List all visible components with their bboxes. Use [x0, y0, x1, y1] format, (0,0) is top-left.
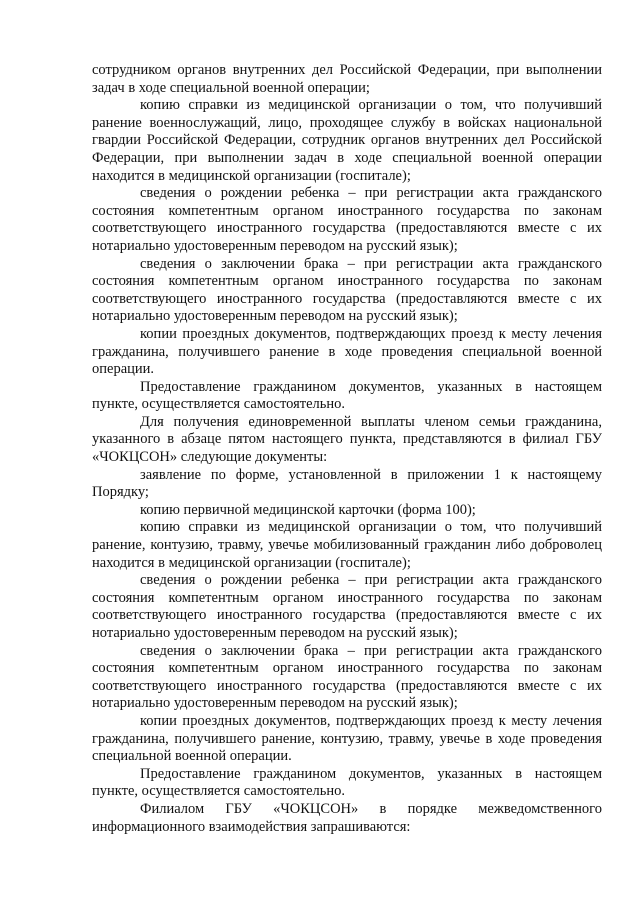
paragraph-13: копии проездных документов, подтверждающих проезд к месту лечения гражданина, получившего ранение, контузию, травму, увечье в ходе проведения специальной военной операции. [92, 712, 602, 765]
paragraph-4: сведения о заключении брака – при регистрации акта гражданского состояния компетентным органом иностранного государства по законам соответствующего иностранного государства (предоставляются вместе с их нотариально удостоверенным переводом на русский язык); [92, 255, 602, 325]
paragraph-5: копии проездных документов, подтверждающих проезд к месту лечения гражданина, получившего ранение в ходе проведения специальной военной операции. [92, 325, 602, 378]
paragraph-10: копию справки из медицинской организации о том, что получивший ранение, контузию, травму, увечье мобилизованный гражданин либо доброволец находится в медицинской организации (госпитале); [92, 519, 602, 571]
paragraph-14: Предоставление гражданином документов, указанных в настоящем пункте, осуществляется самостоятельно. [92, 765, 602, 800]
paragraph-8: заявление по форме, установленной в приложении 1 к настоящему Порядку; [92, 466, 602, 501]
paragraph-7: Для получения единовременной выплаты членом семьи гражданина, указанного в абзаце пятом настоящего пункта, представляются в филиал ГБУ «ЧОКЦСОН» следующие документы: [92, 413, 602, 466]
paragraph-3: сведения о рождении ребенка – при регистрации акта гражданского состояния компетентным органом иностранного государства по законам соответствующего иностранного государства (предоставляются вместе с их нотариально удостоверенным переводом на русский язык); [92, 185, 602, 254]
paragraph-6: Предоставление гражданином документов, указанных в настоящем пункте, осуществляется самостоятельно. [92, 378, 602, 413]
paragraph-9: копию первичной медицинской карточки (форма 100); [140, 501, 476, 518]
paragraph-2: копию справки из медицинской организации о том, что получивший ранение военнослужащий, лицо, проходящее службу в войсках национальной гвардии Российской Федерации, сотрудник органов внутренних дел Российской Федерации, при выполнении задач в ходе специальной военной операции находится в медицинской организации (госпитале); [92, 97, 602, 184]
paragraph-1: сотрудником органов внутренних дел Российской Федерации, при выполнении задач в ходе специальной военной операции; [92, 62, 602, 96]
paragraph-15: Филиалом ГБУ «ЧОКЦСОН» в порядке межведомственного информационного взаимодействия запрашиваются: [92, 800, 602, 835]
document-page [92, 62, 602, 836]
paragraph-12: сведения о заключении брака – при регистрации акта гражданского состояния компетентным органом иностранного государства по законам соответствующего иностранного государства (предоставляются вместе с их нотариально удостоверенным переводом на русский язык); [92, 642, 602, 712]
paragraph-11: сведения о рождении ребенка – при регистрации акта гражданского состояния компетентным органом иностранного государства по законам соответствующего иностранного государства (предоставляются вместе с их нотариально удостоверенным переводом на русский язык); [92, 572, 602, 641]
